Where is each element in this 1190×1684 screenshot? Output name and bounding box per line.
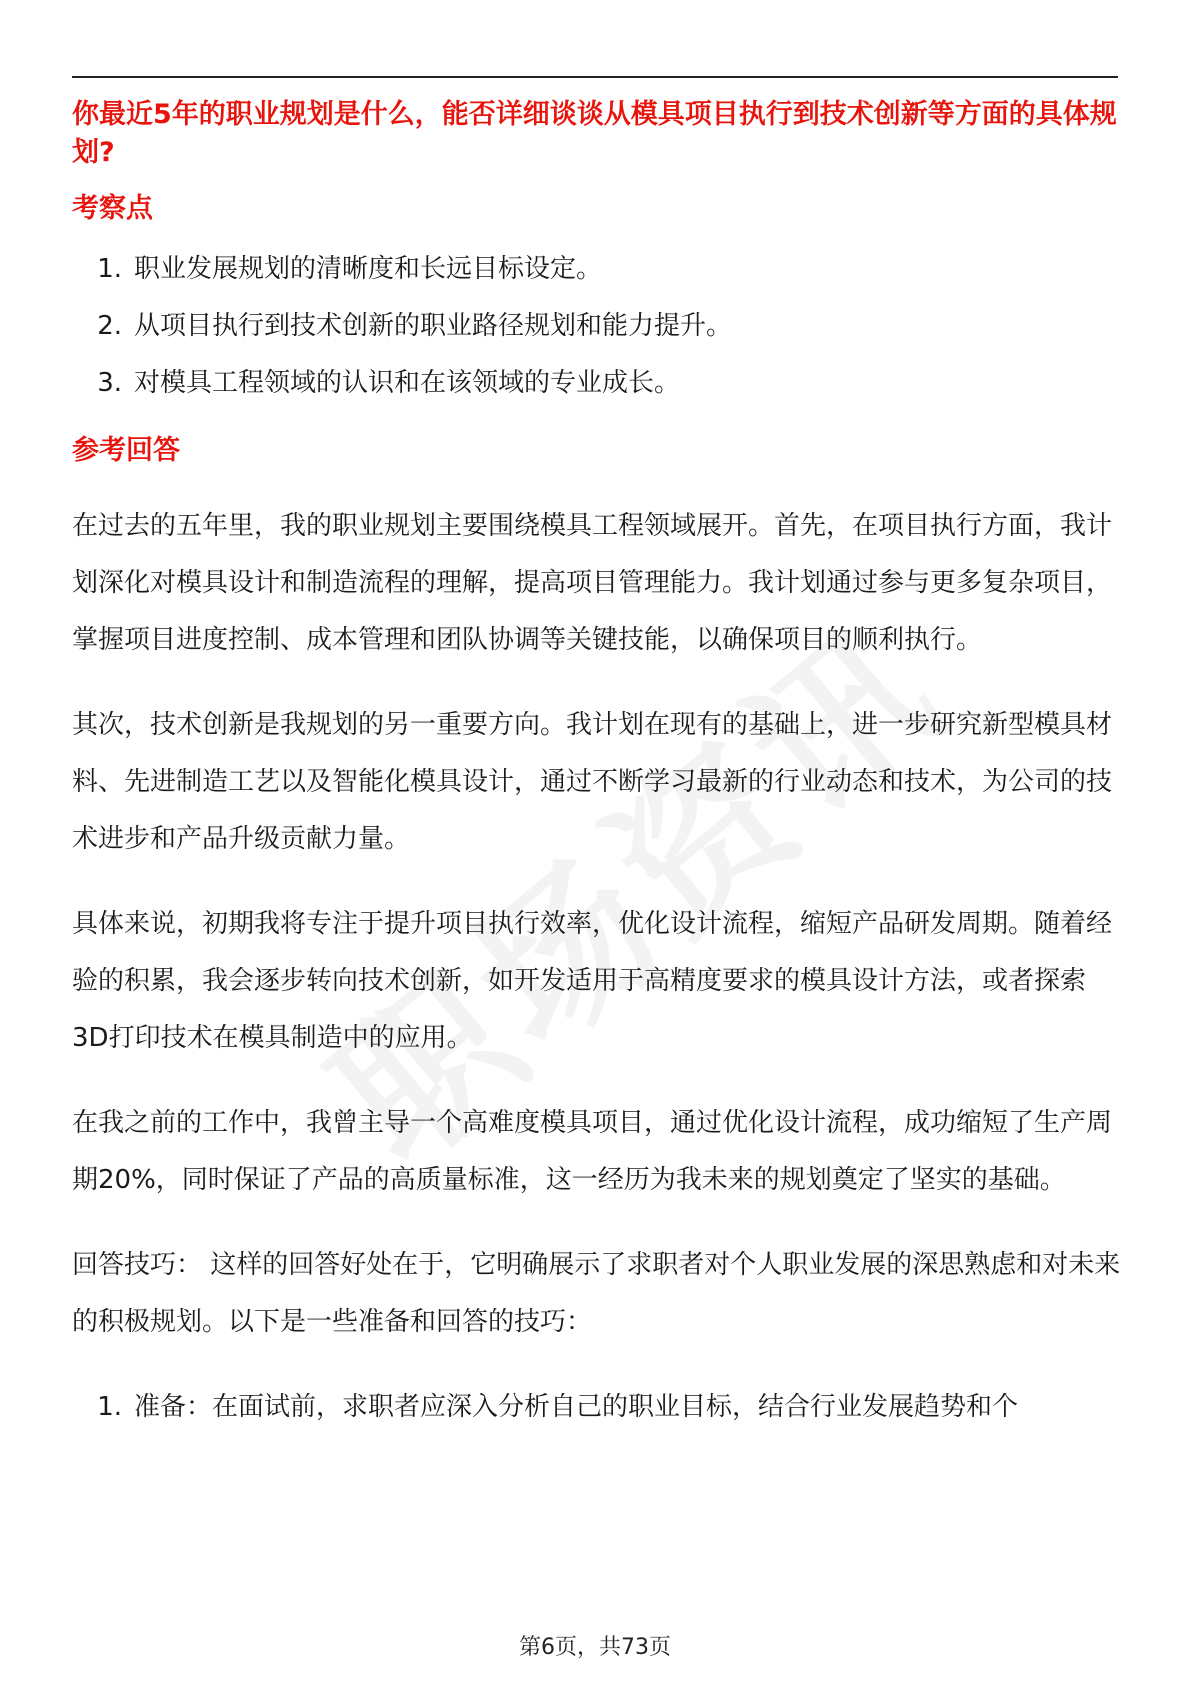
tips-list (72, 1379, 1122, 1436)
answer-paragraph: 具体来说，初期我将专注于提升项目执行效率，优化设计流程，缩短产品研发周期。随着经验的积累，我会逐步转向技术创新，如开发适用于高精度要求的模具设计方法，或者探索3D打印技术在模具制造中的应用。 (72, 909, 1113, 1053)
question-title: 你最近5年的职业规划是什么，能否详细谈谈从模具项目执行到技术创新等方面的具体规划? (72, 99, 1117, 168)
list-number: 2. (97, 311, 122, 341)
points-list (72, 250, 1122, 402)
page-number: 第6页，共73页 (519, 1635, 671, 1660)
answer-paragraph: 在过去的五年里，我的职业规划主要围绕模具工程领域展开。首先，在项目执行方面，我计划深化对模具设计和制造流程的理解，提高项目管理能力。我计划通过参与更多复杂项目，掌握项目进度控制、成本管理和团队协调等关键技能，以确保项目的顺利执行。 (72, 511, 1113, 655)
page-content (72, 96, 1122, 1436)
list-number: 1. (97, 1392, 122, 1422)
list-text: 准备：在面试前，求职者应深入分析自己的职业目标，结合行业发展趋势和个 (134, 1392, 1019, 1422)
list-text: 职业发展规划的清晰度和长远目标设定。 (134, 254, 603, 284)
answer-paragraph: 在我之前的工作中，我曾主导一个高难度模具项目，通过优化设计流程，成功缩短了生产周期20%，同时保证了产品的高质量标准，这一经历为我未来的规划奠定了坚实的基础。 (72, 1108, 1113, 1195)
list-number: 1. (97, 254, 122, 284)
section-title-points: 考察点 (72, 193, 153, 224)
list-number: 3. (97, 368, 122, 398)
section-title-answer: 参考回答 (72, 435, 180, 466)
list-text: 从项目执行到技术创新的职业路径规划和能力提升。 (134, 311, 733, 341)
list-item (72, 1379, 1122, 1436)
tips-intro-paragraph: 回答技巧： 这样的回答好处在于，它明确展示了求职者对个人职业发展的深思熟虑和对未来的积极规划。以下是一些准备和回答的技巧： (72, 1250, 1121, 1337)
list-text: 对模具工程领域的认识和在该领域的专业成长。 (134, 368, 681, 398)
list-item (72, 250, 1122, 288)
answer-paragraph: 其次，技术创新是我规划的另一重要方向。我计划在现有的基础上，进一步研究新型模具材料、先进制造工艺以及智能化模具设计，通过不断学习最新的行业动态和技术，为公司的技术进步和产品升级贡献力量。 (72, 710, 1113, 854)
top-rule (72, 76, 1118, 78)
list-item (72, 307, 1122, 345)
list-item (72, 364, 1122, 402)
